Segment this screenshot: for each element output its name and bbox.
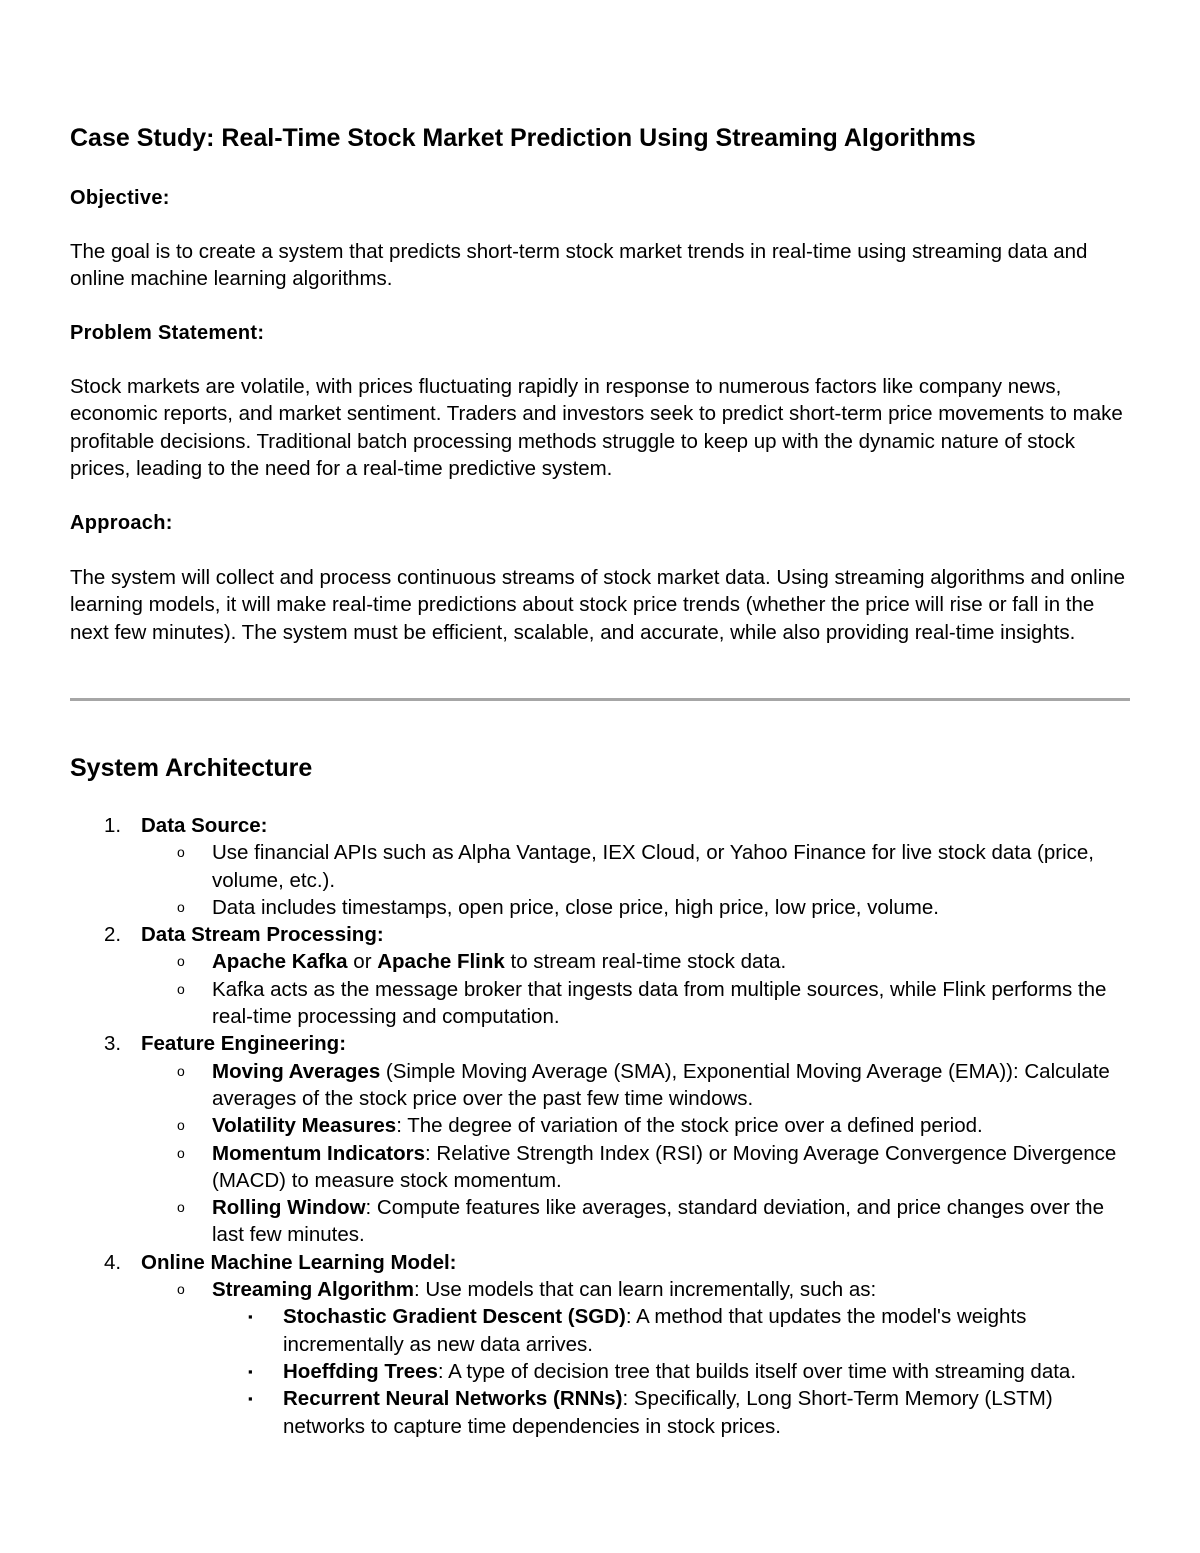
circle-bullet-icon: o [177, 1199, 185, 1216]
list-item [70, 1030, 1130, 1057]
sub-item-bold: Volatility Measures [212, 1114, 397, 1138]
item-label: Data Source: [141, 814, 268, 837]
sub-sub-item [70, 1385, 1130, 1440]
item-label: Online Machine Learning Model: [141, 1250, 457, 1274]
sub-item-text: or [347, 950, 378, 974]
approach-label: Approach: [70, 512, 173, 534]
item-label: Data Stream Processing: [141, 923, 384, 947]
sub-sub-item-text: : Specifically, Long Short-Term Memory (LSTM) networks to capture time dependencies in stock prices. [283, 1387, 1053, 1438]
objective-text: The goal is to create a system that predicts short-term stock market trends in real-time using streaming data and online machine learning algorithms. [70, 240, 1088, 291]
sub-item-bold: Apache Kafka [212, 950, 348, 974]
problem-text: Stock markets are volatile, with prices fluctuating rapidly in response to numerous factors like company news, economic reports, and market sentiment. Traders and investors seek to predict short-term price movements to make profitable decisions. Traditional batch processing methods struggle to keep up with the dynamic nature of stock prices, leading to the need for a real-time predictive system. [70, 375, 1123, 480]
problem-label: Problem Statement: [70, 322, 265, 344]
list-item [70, 921, 1130, 948]
horizontal-divider [70, 698, 1130, 701]
circle-bullet-icon: o [177, 1062, 185, 1079]
sub-sub-item-bold: Recurrent Neural Networks (RNNs) [283, 1387, 623, 1411]
sub-item [70, 948, 1130, 975]
sub-item [70, 1140, 1130, 1195]
sub-item-text: Use financial APIs such as Alpha Vantage, IEX Cloud, or Yahoo Finance for live stock data (price, volume, etc.). [212, 841, 1094, 892]
item-number: 2. [104, 923, 122, 947]
sub-item [70, 1112, 1130, 1139]
sub-sub-item-bold: Stochastic Gradient Descent (SGD) [283, 1305, 626, 1329]
architecture-heading: System Architecture [70, 754, 313, 782]
sub-sub-item [70, 1358, 1130, 1385]
sub-item [70, 839, 1130, 894]
objective-label: Objective: [70, 187, 170, 209]
sub-sub-item [70, 1303, 1130, 1358]
sub-item-bold: Moving Averages [212, 1059, 381, 1083]
sub-item [70, 1058, 1130, 1113]
sub-sub-item-text: : A type of decision tree that builds itself over time with streaming data. [437, 1359, 1077, 1383]
circle-bullet-icon: o [177, 1144, 185, 1161]
item-number: 1. [104, 814, 122, 837]
sub-item-bold: Apache Flink [377, 950, 505, 974]
circle-bullet-icon: o [177, 953, 185, 970]
sub-item [70, 1276, 1130, 1303]
sub-item-text: : Compute features like averages, standard deviation, and price changes over the last few minutes. [212, 1196, 1104, 1247]
circle-bullet-icon: o [177, 898, 185, 915]
sub-item-text: Data includes timestamps, open price, close price, high price, low price, volume. [212, 895, 939, 919]
circle-bullet-icon: o [177, 844, 185, 861]
document-title: Case Study: Real-Time Stock Market Prediction Using Streaming Algorithms [70, 124, 976, 152]
item-number: 3. [104, 1032, 122, 1056]
sub-item-text: to stream real-time stock data. [504, 950, 787, 974]
sub-item [70, 894, 1130, 921]
sub-item-text: (Simple Moving Average (SMA), Exponential Moving Average (EMA)): Calculate averages of the stock price over the past few time windows. [212, 1059, 1110, 1110]
sub-item-bold: Streaming Algorithm [212, 1278, 414, 1302]
circle-bullet-icon: o [177, 1281, 185, 1298]
sub-item-text: : The degree of variation of the stock price over a defined period. [396, 1114, 983, 1138]
sub-sub-item-bold: Hoeffding Trees [283, 1359, 438, 1383]
sub-item-text: Kafka acts as the message broker that ingests data from multiple sources, while Flink performs the real-time processing and computation. [212, 977, 1107, 1029]
square-bullet-icon: ▪ [248, 1391, 253, 1407]
item-label: Feature Engineering: [141, 1032, 347, 1056]
list-item [70, 812, 1130, 839]
sub-sub-item-text: : A method that updates the model's weights incrementally as new data arrives. [283, 1305, 1027, 1356]
sub-item [70, 1194, 1130, 1249]
square-bullet-icon: ▪ [248, 1363, 253, 1379]
square-bullet-icon: ▪ [248, 1309, 253, 1325]
sub-item-bold: Momentum Indicators [212, 1141, 425, 1165]
circle-bullet-icon: o [177, 980, 185, 997]
list-item [70, 1249, 1130, 1276]
item-number: 4. [104, 1250, 122, 1274]
circle-bullet-icon: o [177, 1117, 185, 1134]
sub-item-bold: Rolling Window [212, 1196, 366, 1220]
sub-item [70, 976, 1130, 1031]
approach-text: The system will collect and process continuous streams of stock market data. Using streaming algorithms and online learning models, it will make real-time predictions about stock price trends (whether the price will rise or fall in the next few minutes). The system must be efficient, scalable, and accurate, while also providing real-time insights. [70, 566, 1126, 644]
architecture-list [70, 812, 1130, 1440]
sub-item-text: : Use models that can learn incrementally, such as: [413, 1278, 877, 1302]
sub-item-text: : Relative Strength Index (RSI) or Moving Average Convergence Divergence (MACD) to measure stock momentum. [212, 1141, 1117, 1192]
